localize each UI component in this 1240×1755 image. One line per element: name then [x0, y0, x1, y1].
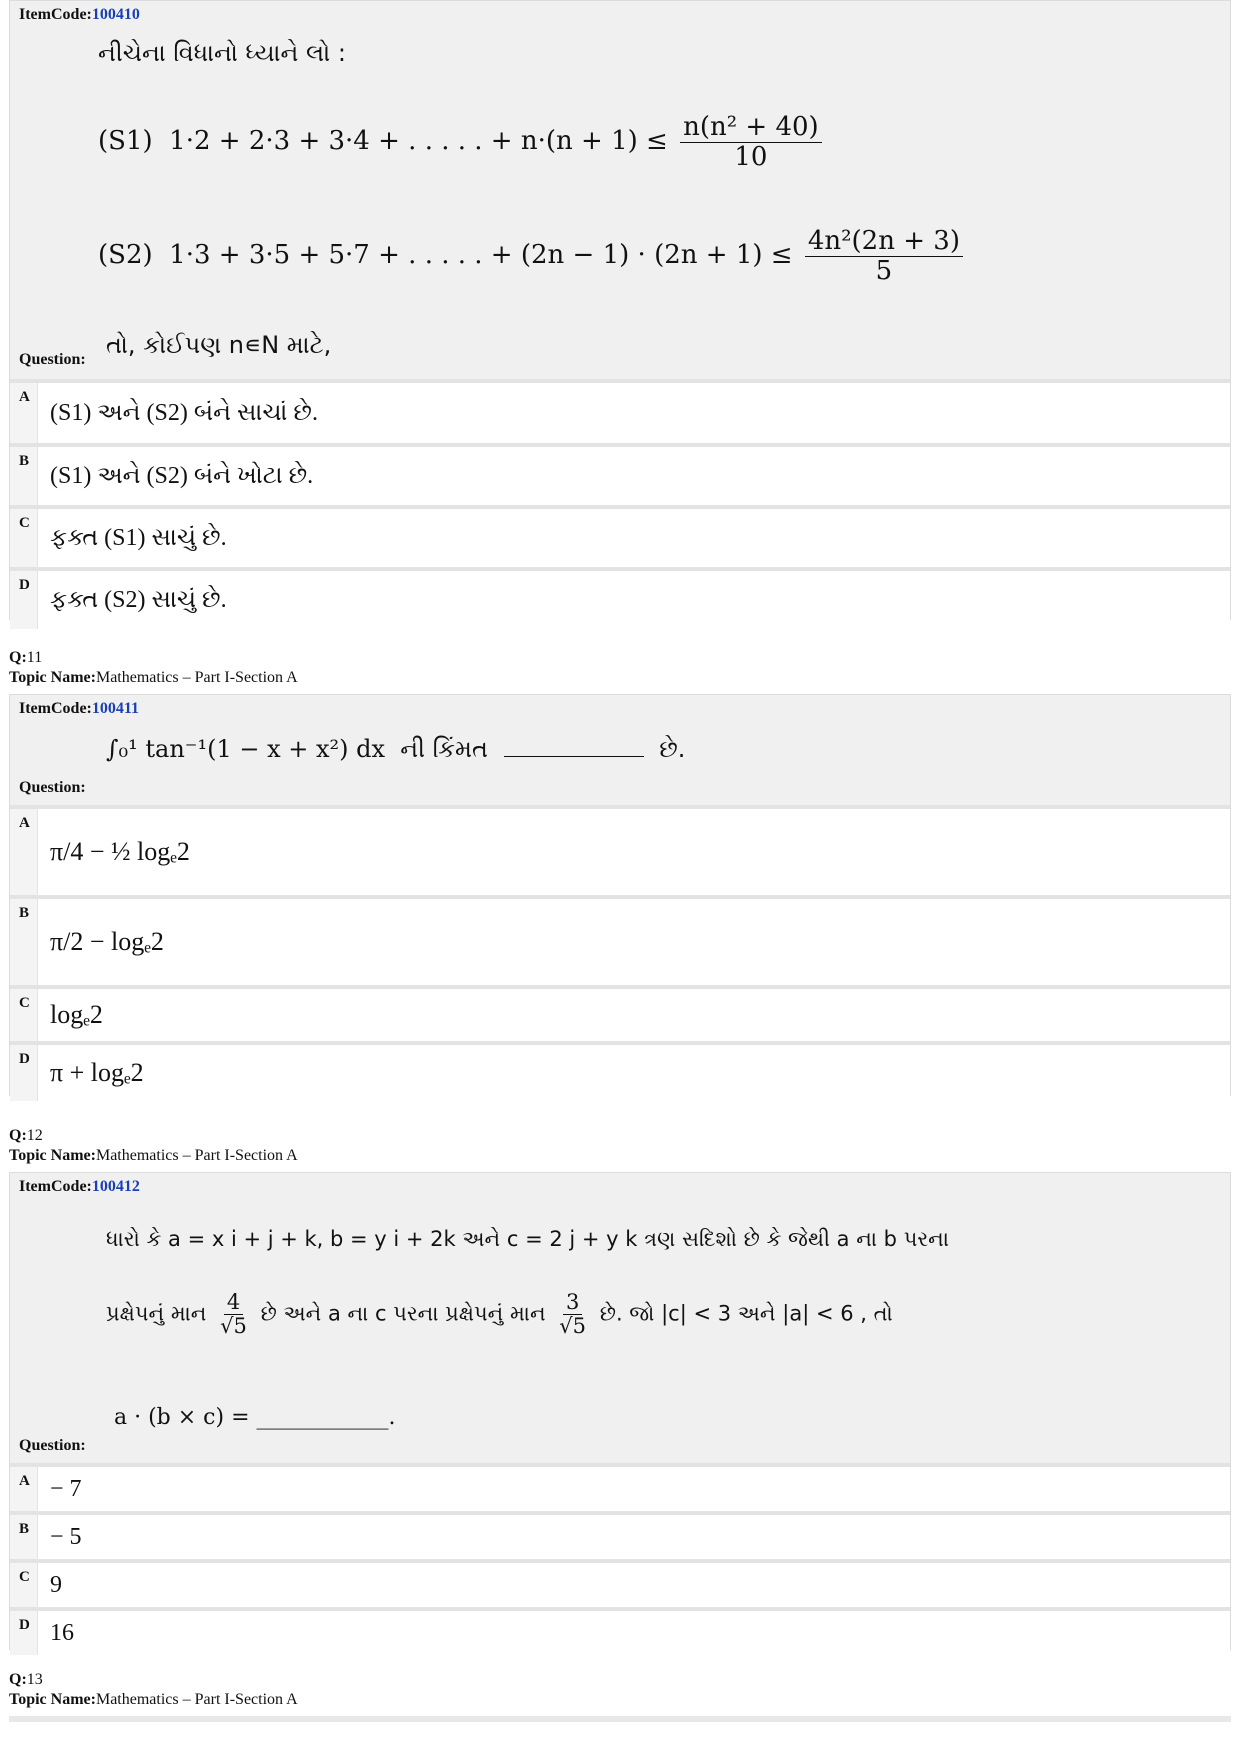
option-letter: D — [10, 571, 38, 629]
s1-lhs: 1·2 + 2·3 + 3·4 + . . . . . + n·(n + 1) ≤ — [169, 126, 668, 157]
option-text: logₑ2 — [38, 989, 1230, 1041]
line2-part-b: છે અને a ના c પરના પ્રક્ષેપનું માન — [260, 1301, 546, 1326]
option-text: (S1) અને (S2) બંને ખોટા છે. — [38, 447, 1230, 505]
option-letter: A — [10, 1467, 38, 1511]
item-code — [19, 699, 1222, 719]
intro-text: નીચેના વિધાનો ધ્યાને લો : — [98, 39, 346, 67]
option-text: π + logₑ2 — [38, 1045, 1230, 1101]
item-code-label: ItemCode: — [19, 6, 92, 23]
topic-label: Topic Name: — [9, 1691, 96, 1708]
option-d[interactable] — [10, 567, 1230, 629]
option-d[interactable] — [10, 1607, 1230, 1655]
option-text: ફક્ત (S1) સાચું છે. — [38, 509, 1230, 567]
option-letter: C — [10, 509, 38, 567]
question-label: Question: — [19, 1437, 86, 1454]
question-card-q11 — [9, 694, 1231, 1096]
question-expression: a · (b × c) = ____________. — [114, 1405, 396, 1430]
option-text: (S1) અને (S2) બંને સાચાં છે. — [38, 383, 1230, 443]
q-label: Q: — [9, 1127, 27, 1144]
q-number: 11 — [26, 649, 43, 666]
topic-name: Mathematics – Part I-Section A — [95, 1147, 298, 1164]
question-line-1: ધારો કે a = x i + j + k, b = y i + 2k અને c = 2 j + y k ત્રણ સદિશો છે કે જેથી a ના b પરના — [106, 1227, 949, 1251]
option-letter: B — [10, 899, 38, 985]
item-code — [19, 1177, 1222, 1197]
option-c[interactable] — [10, 505, 1230, 567]
s1-label: (S1) — [98, 126, 153, 157]
item-code-label: ItemCode: — [19, 1178, 92, 1195]
frac1-denominator: √5 — [220, 1314, 247, 1339]
statement-s2 — [98, 227, 967, 285]
option-letter: C — [10, 989, 38, 1041]
option-b[interactable] — [10, 1511, 1230, 1559]
option-letter: B — [10, 1515, 38, 1559]
option-c[interactable] — [10, 985, 1230, 1041]
option-text: 9 — [38, 1563, 1230, 1607]
line2-part-c: છે. જો |c| < 3 અને |a| < 6 , તો — [599, 1301, 893, 1326]
question-line-2 — [106, 1291, 893, 1338]
option-b[interactable] — [10, 443, 1230, 505]
topic-name: Mathematics – Part I-Section A — [95, 669, 298, 686]
q-number: 12 — [26, 1127, 43, 1144]
s2-fraction — [805, 227, 963, 285]
option-letter: B — [10, 447, 38, 505]
s2-lhs: 1·3 + 3·5 + 5·7 + . . . . . + (2n − 1) · (2n + 1) ≤ — [169, 240, 793, 271]
item-code-value: 100411 — [91, 700, 139, 717]
s2-label: (S2) — [98, 240, 153, 271]
topic-label: Topic Name: — [9, 1147, 96, 1164]
option-letter: A — [10, 383, 38, 443]
option-c[interactable] — [10, 1559, 1230, 1607]
option-a[interactable] — [10, 1463, 1230, 1511]
s1-numerator: n(n² + 40) — [680, 113, 822, 143]
question-text: તો, કોઈપણ n∊N માટે, — [106, 331, 332, 359]
topic-name: Mathematics – Part I-Section A — [95, 1691, 298, 1708]
frac1-numerator: 4 — [224, 1291, 243, 1315]
line2-part-a: પ્રક્ષેપનું માન — [106, 1301, 207, 1326]
question-meta-q11 — [9, 648, 298, 688]
option-text: π/4 − ½ logₑ2 — [38, 809, 1230, 895]
question-mid-text: ની કિંમત — [400, 735, 488, 763]
frac2-numerator: 3 — [563, 1291, 582, 1315]
projection-fraction-2 — [556, 1291, 589, 1338]
q-label: Q: — [9, 1671, 27, 1688]
item-code-value: 100410 — [91, 6, 140, 23]
q-number: 13 — [26, 1671, 43, 1688]
s1-fraction — [680, 113, 822, 171]
q-label: Q: — [9, 649, 27, 666]
option-b[interactable] — [10, 895, 1230, 985]
option-text: 16 — [38, 1611, 1230, 1655]
option-text: − 7 — [38, 1467, 1230, 1511]
option-letter: D — [10, 1045, 38, 1101]
question-header — [10, 695, 1230, 805]
question-card-q13-top-edge — [9, 1716, 1231, 1722]
s1-denominator: 10 — [734, 141, 768, 172]
option-letter: C — [10, 1563, 38, 1607]
question-meta-q12 — [9, 1126, 298, 1166]
frac2-denominator: √5 — [559, 1314, 587, 1339]
integral-expression: ∫₀¹ tan⁻¹(1 − x + x²) dx — [106, 735, 386, 763]
question-end-text: છે. — [659, 735, 686, 763]
item-code-value: 100412 — [91, 1178, 140, 1195]
option-text: ફક્ત (S2) સાચું છે. — [38, 571, 1230, 629]
option-letter: A — [10, 809, 38, 895]
option-text: − 5 — [38, 1515, 1230, 1559]
topic-label: Topic Name: — [9, 669, 96, 686]
question-card-q12 — [9, 1172, 1231, 1650]
item-code — [19, 5, 1222, 25]
option-letter: D — [10, 1611, 38, 1655]
question-meta-q13 — [9, 1670, 298, 1710]
s2-numerator: 4n²(2n + 3) — [805, 227, 963, 257]
question-text — [106, 735, 685, 763]
answer-blank — [504, 736, 644, 757]
option-a[interactable] — [10, 379, 1230, 443]
option-a[interactable] — [10, 805, 1230, 895]
option-d[interactable] — [10, 1041, 1230, 1101]
s2-denominator: 5 — [875, 255, 893, 286]
question-header — [10, 1, 1230, 379]
question-label: Question: — [19, 351, 86, 368]
question-header — [10, 1173, 1230, 1463]
item-code-label: ItemCode: — [19, 700, 92, 717]
question-label: Question: — [19, 779, 86, 796]
statement-s1 — [98, 113, 826, 171]
question-card-q10 — [9, 0, 1231, 620]
projection-fraction-1 — [217, 1291, 250, 1338]
option-text: π/2 − logₑ2 — [38, 899, 1230, 985]
